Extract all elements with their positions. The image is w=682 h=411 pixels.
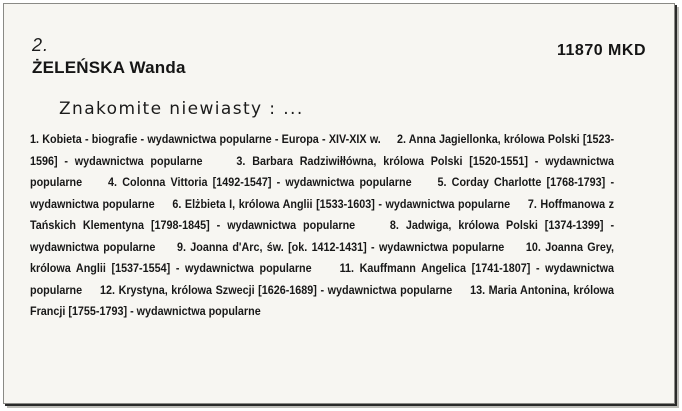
subject-entry: 11. Kauffmann Angelica [1741-1807] - wydawnictwa popularne xyxy=(30,262,615,297)
subject-headings xyxy=(30,129,614,323)
subject-entry: 3. Barbara Radziwiłłówna, królowa Polski [1520-1551] - wydawnictwa popularne xyxy=(30,154,615,189)
subject-entry: 13. Maria Antonina, królowa Francji [1755-1793] - wydawnictwa popularne xyxy=(30,283,615,318)
subject-entry: 12. Krystyna, królowa Szwecji [1626-1689] - wydawnictwa popularne xyxy=(100,283,453,297)
subject-entry: 4. Colonna Vittoria [1492-1547] - wydawnictwa popularne xyxy=(108,176,412,189)
card-number: 2. xyxy=(32,35,50,55)
subject-entry: 1. Kobieta - biografie - wydawnictwa popularne - Europa - XIV-XIX w. xyxy=(30,133,381,146)
subject-entry: 6. Elżbieta I, królowa Anglii [1533-1603] - wydawnictwa popularne xyxy=(172,197,511,211)
catalog-card xyxy=(3,3,675,404)
call-number: 11870 MKD xyxy=(557,42,646,59)
author-heading: ŻELEŃSKA Wanda xyxy=(32,58,186,77)
subject-entry: 8. Jadwiga, królowa Polski [1374-1399] - wydawnictwa popularne xyxy=(30,219,615,254)
subject-entry: 2. Anna Jagiellonka, królowa Polski [1523-1596] - wydawnictwa popularne xyxy=(30,133,615,168)
subject-entry: 5. Corday Charlotte [1768-1793] - wydawnictwa popularne xyxy=(30,176,615,211)
subject-entry: 10. Joanna Grey, królowa Anglii [1537-1554] - wydawnictwa popularne xyxy=(30,240,615,275)
subject-entry: 7. Hoffmanowa z Tańskich Klementyna [1798-1845] - wydawnictwa popularne xyxy=(30,197,615,232)
subject-entry: 9. Joanna d'Arc, św. [ok. 1412-1431] - wydawnictwa popularne xyxy=(176,240,505,254)
book-title: Znakomite niewiasty : ... xyxy=(59,99,304,119)
